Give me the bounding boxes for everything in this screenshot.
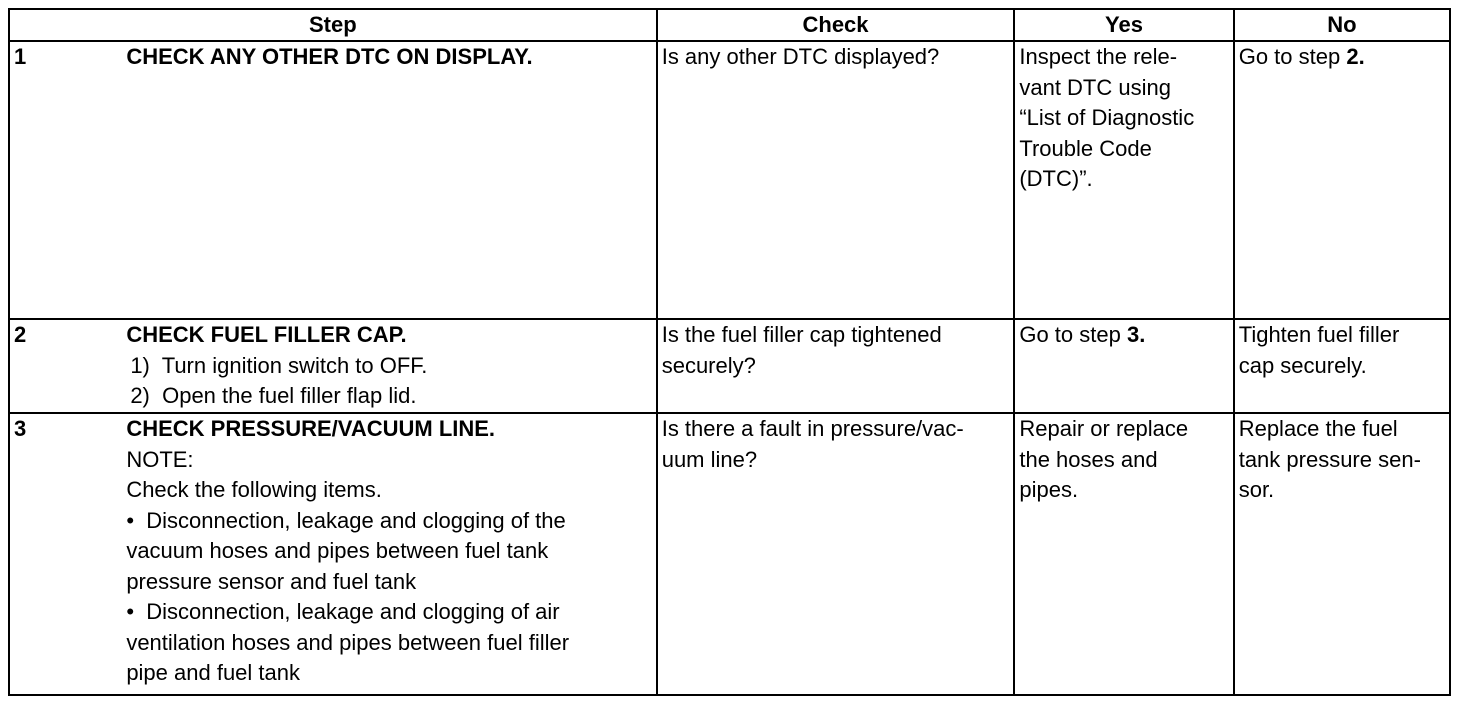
check-cell: [657, 413, 1015, 695]
substep: 1) Turn ignition switch to OFF.: [130, 352, 428, 378]
step-description: [122, 413, 656, 695]
yes-line: (DTC)”.: [1019, 166, 1093, 191]
bullet-line: pressure sensor and fuel tank: [126, 568, 417, 594]
yes-line: Inspect the rele-: [1019, 44, 1178, 69]
no-line: Replace the fuel: [1238, 416, 1398, 441]
header-check: Check: [657, 9, 1015, 41]
check-line: uum line?: [661, 446, 758, 472]
no-cell: [1234, 319, 1450, 413]
step-description: [122, 319, 656, 413]
header-row: [9, 9, 1450, 41]
no-line: cap securely.: [1238, 352, 1367, 378]
yes-cell: [1014, 413, 1233, 695]
bullet-line: pipe and fuel tank: [126, 660, 301, 685]
check-line: securely?: [661, 352, 756, 378]
check-line: Is the fuel filler cap tightened: [661, 322, 942, 347]
yes-step-ref: 3.: [1126, 322, 1146, 347]
no-cell: [1234, 413, 1450, 695]
bullet-line: • Disconnection, leakage and clogging of air: [126, 599, 560, 624]
step-number: 3: [9, 413, 122, 695]
bullet-line: • Disconnection, leakage and clogging of the: [126, 507, 566, 533]
no-cell: [1234, 41, 1450, 319]
step-title: CHECK ANY OTHER DTC ON DISPLAY.: [126, 44, 533, 69]
yes-line: vant DTC using: [1019, 74, 1171, 100]
step-title: CHECK PRESSURE/VACUUM LINE.: [126, 416, 496, 441]
table-row: [9, 319, 1450, 413]
yes-prefix: Go to step: [1019, 322, 1127, 347]
step-number: 2: [9, 319, 122, 413]
step-description: [122, 41, 656, 319]
check-cell: [657, 319, 1015, 413]
table-row: [9, 41, 1450, 319]
yes-line: Repair or replace: [1019, 416, 1189, 441]
header-step: Step: [9, 9, 657, 41]
step-number: 1: [9, 41, 122, 319]
no-step-ref: 2.: [1346, 44, 1365, 69]
bullet-line: ventilation hoses and pipes between fuel filler: [126, 629, 570, 655]
no-line: sor.: [1238, 477, 1275, 502]
yes-cell: [1014, 41, 1233, 319]
substep: 2) Open the fuel filler flap lid.: [130, 383, 417, 408]
note-text: Check the following items.: [126, 477, 382, 502]
header-yes: Yes: [1014, 9, 1233, 41]
check-text: Is any other DTC displayed?: [661, 44, 940, 69]
bullet-line: vacuum hoses and pipes between fuel tank: [126, 538, 549, 563]
check-cell: [657, 41, 1015, 319]
table-row: [9, 413, 1450, 695]
no-prefix: Go to step: [1238, 44, 1347, 69]
no-line: tank pressure sen-: [1238, 446, 1421, 472]
note-label: NOTE:: [126, 446, 194, 472]
header-no: No: [1234, 9, 1450, 41]
yes-line: the hoses and: [1019, 446, 1158, 472]
diagnostic-table: [8, 8, 1451, 696]
yes-cell: [1014, 319, 1233, 413]
yes-line: pipes.: [1019, 477, 1079, 502]
step-title: CHECK FUEL FILLER CAP.: [126, 322, 407, 347]
yes-line: Trouble Code: [1019, 135, 1152, 161]
yes-line: “List of Diagnostic: [1019, 105, 1195, 130]
check-line: Is there a fault in pressure/vac-: [661, 416, 964, 441]
no-line: Tighten fuel filler: [1238, 322, 1400, 347]
